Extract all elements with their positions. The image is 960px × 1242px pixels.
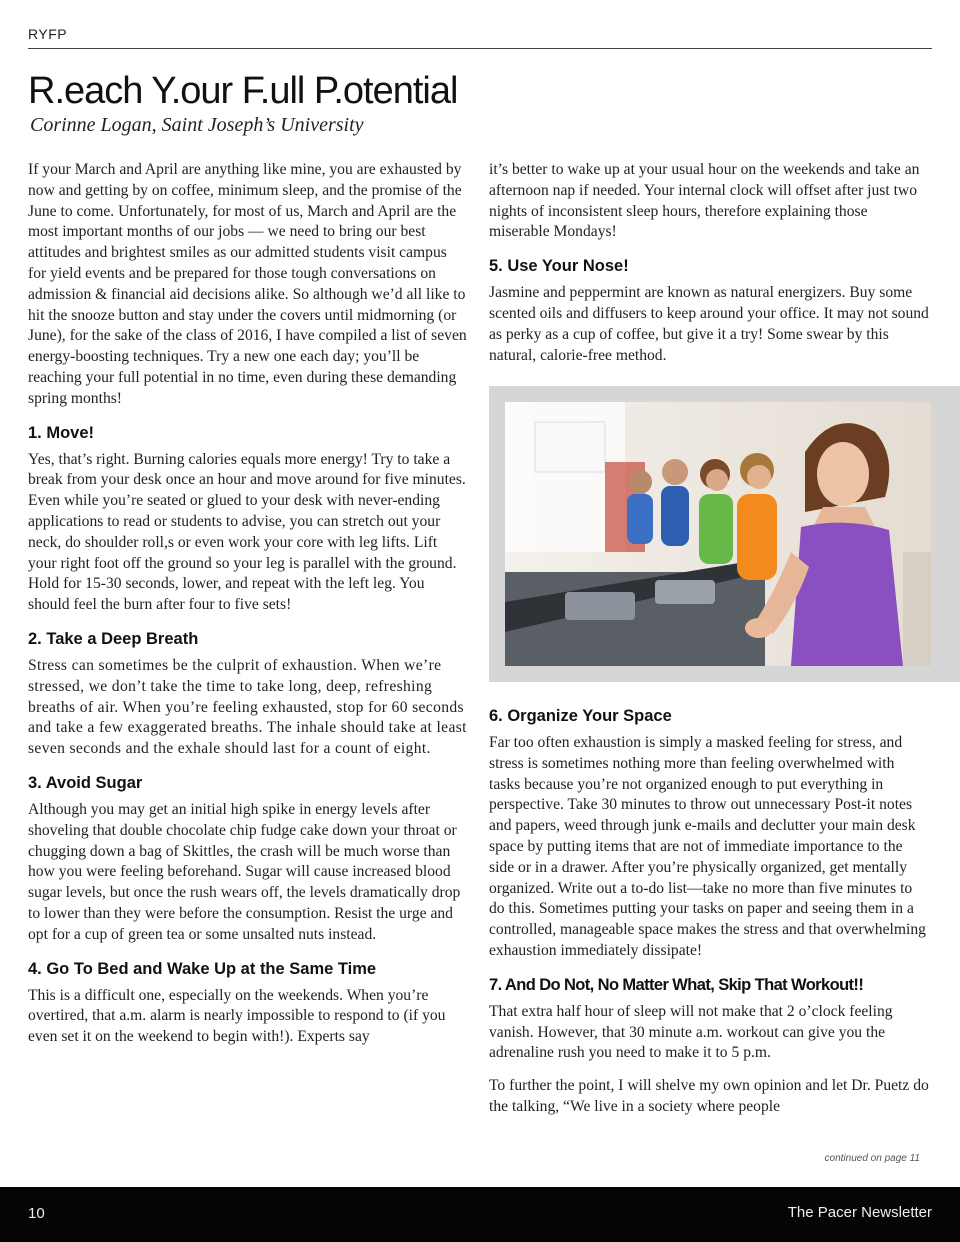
section-heading-sleep: 4. Go To Bed and Wake Up at the Same Time — [28, 959, 377, 978]
section-body-organize: Far too often exhaustion is simply a masked feeling for stress, and stress is sometimes nothing more than feeling overwhelmed with tasks because you’re not organized enough to put everything in perspective. Take 30 minutes to throw out unnecessary Post-it notes and papers, weed through junk e-mails and declutter your main desk space by putting items that are not of immediate importance to the side or in a drawer. After you’re physically organized, get mentally organized. Write out a to-do list—take no more than five minutes to do this. Sometimes putting your tasks on paper and seeing them in a controlled, manageable space makes the stress and that overwhelming exhaustion immediately dissipate! — [489, 734, 926, 959]
left-column — [28, 160, 468, 1048]
section-heading-workout: 7. And Do Not, No Matter What, Skip That Workout!! — [489, 975, 864, 994]
gym-illustration — [505, 402, 931, 666]
section-heading-nose: 5. Use Your Nose! — [489, 257, 629, 276]
section-body-sleep: This is a difficult one, especially on the weekends. When you’re overtired, that a.m. alarm is nearly impossible to respond to (if you even set it on the weekend to begin with!). Experts say — [28, 986, 446, 1046]
publication-name: The Pacer Newsletter — [787, 1204, 932, 1221]
section-body-workout-2: To further the point, I will shelve my own opinion and let Dr. Puetz do the talking, “We live in a society where people — [489, 1077, 929, 1115]
page-footer — [0, 1187, 960, 1242]
continued-note: continued on page 11 — [824, 1153, 920, 1164]
sleep-continuation: it’s better to wake up at your usual hour on the weekends and take an afternoon nap if needed. Your internal clock will offset after just two nights of inconsistent sleep hours, therefore explaining those miserable Mondays! — [489, 161, 920, 241]
section-heading-move: 1. Move! — [28, 423, 95, 442]
treadmill-photo — [505, 402, 931, 666]
intro-paragraph: If your March and April are anything like mine, you are exhausted by now and getting by on coffee, minimum sleep, and the promise of the June to come. Unfortunately, for most of us, March and April are the most important months of our jobs — we need to bring our best attitudes and brightest smiles as our admitted students visit campus for yield events and be prepared for those tough conversations on admission & financial aid decisions alike. So although we’d all like to hit the snooze button and stay under the covers until midmorning (or June), for the sake of the class of 2016, I have compiled a list of seven energy-boosting techniques. Try a new one each day; you’ll be reaching your full potential in no time, even during these demanding spring months! — [28, 161, 467, 407]
right-column-top — [489, 160, 929, 366]
right-column-bottom — [489, 706, 929, 1118]
article-byline: Corinne Logan, Saint Joseph’s University — [30, 114, 364, 136]
section-body-move: Yes, that’s right. Burning calories equals more energy! Try to take a break from your desk once an hour and move around for five minutes. Even while you’re seated or glued to your desk with never-ending applications to read or students to advise, you can stretch out your neck, do shoulder roll,s or even work your core with leg lifts. Lift your right foot off the ground so your leg is parallel with the ground. Hold for 15-30 seconds, lower, and repeat with the left leg. You should feel the burn after four to five sets! — [28, 450, 466, 614]
photo-frame — [489, 386, 960, 682]
page-number: 10 — [28, 1205, 45, 1222]
section-heading-sugar: 3. Avoid Sugar — [28, 773, 143, 792]
section-body-nose: Jasmine and peppermint are known as natural energizers. Buy some scented oils and diffusers to keep around your office. It may not sound as perky as a cup of coffee, but give it a try! Some swear by this natural, calorie-free method. — [489, 284, 929, 364]
section-body-workout: That extra half hour of sleep will not make that 2 o’clock feeling vanish. However, that 30 minute a.m. workout can give you the adrenaline rush you need to make it to 5 p.m. — [489, 1002, 893, 1062]
section-heading-organize: 6. Organize Your Space — [489, 707, 672, 725]
header-tag: RYFP — [28, 26, 68, 42]
article-title: R.each Y.our F.ull P.otential — [28, 70, 458, 112]
section-body-sugar: Although you may get an initial high spike in energy levels after shoveling that double chocolate chip fudge cake down your throat or chugging down a bag of Skittles, the crash will be much worse than how you were feeling beforehand. Sugar will cause increased blood sugar levels, but once the rush wears off, the levels dramatically drop to lower than they were before the consumption. Resist the urge and opt for a cup of green tea or some unsalted nuts instead. — [28, 800, 461, 943]
header-rule — [28, 48, 932, 49]
section-heading-breath: 2. Take a Deep Breath — [28, 629, 199, 648]
section-body-breath: Stress can sometimes be the culprit of exhaustion. When we’re stressed, we don’t take the time to take long, deep, refreshing breaths of air. When you’re feeling exhausted, stop for 60 seconds and take a few exaggerated breaths. The inhale should take at least seven seconds and the exhale should last for a count of eight. — [28, 656, 467, 758]
